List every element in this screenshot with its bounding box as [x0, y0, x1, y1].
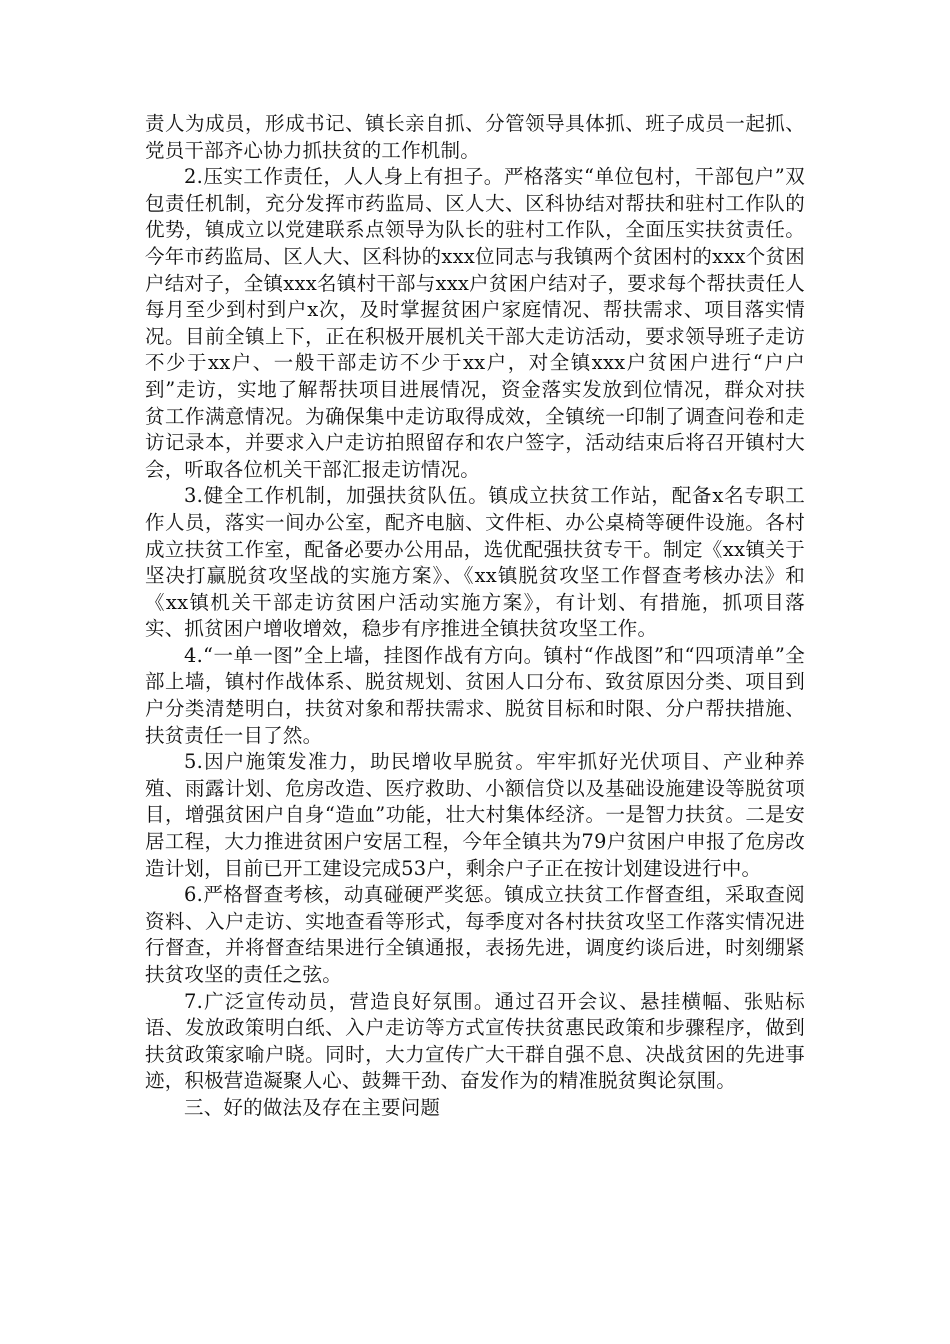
paragraph-item-6: 6.严格督查考核，动真碰硬严奖惩。镇成立扶贫工作督查组，采取查阅资料、入户走访、实地查看等形式，每季度对各村扶贫攻坚工作落实情况进行督查，并将督查结果进行全镇通报，表扬先进，调度约谈后进，时刻绷紧扶贫攻坚的责任之弦。: [145, 883, 805, 986]
paragraph-continuation: 责人为成员，形成书记、镇长亲自抓、分管领导具体抓、班子成员一起抓、党员干部齐心协力抓扶贫的工作机制。: [145, 112, 805, 162]
paragraph-item-3: 3.健全工作机制，加强扶贫队伍。镇成立扶贫工作站，配备x名专职工作人员，落实一间办公室，配齐电脑、文件柜、办公桌椅等硬件设施。各村成立扶贫工作室，配备必要办公用品，选优配强扶贫专干。制定《xx镇关于坚决打赢脱贫攻坚战的实施方案》、《xx镇脱贫攻坚工作督查考核办法》和《xx镇机关干部走访贫困户活动实施方案》，有计划、有措施，抓项目落实、抓贫困户增收增效，稳步有序推进全镇扶贫攻坚工作。: [145, 484, 805, 641]
paragraph-item-7: 7.广泛宣传动员，营造良好氛围。通过召开会议、悬挂横幅、张贴标语、发放政策明白纸、入户走访等方式宣传扶贫惠民政策和步骤程序，做到扶贫政策家喻户晓。同时，大力宣传广大干群自强不息、决战贫困的先进事迹，积极营造凝聚人心、鼓舞干劲、奋发作为的精准脱贫舆论氛围。: [145, 989, 805, 1093]
section-heading: 三、好的做法及存在主要问题: [184, 1095, 441, 1119]
paragraph-item-4: 4.“一单一图”全上墙，挂图作战有方向。镇村“作战图”和“四项清单”全部上墙，镇村作战体系、脱贫规划、贫困人口分布、致贫原因分类、项目到户分类清楚明白，扶贫对象和帮扶需求、脱贫目标和时限、分户帮扶措施、扶贫责任一目了然。: [145, 643, 805, 747]
document-body: [145, 111, 805, 1122]
paragraph-item-2: 2.压实工作责任，人人身上有担子。严格落实“单位包村，干部包户”双包责任机制，充分发挥市药监局、区人大、区科协结对帮扶和驻村工作队的优势，镇成立以党建联系点领导为队长的驻村工作队，全面压实扶贫责任。今年市药监局、区人大、区科协的xxx位同志与我镇两个贫困村的xxx个贫困户结对子，全镇xxx名镇村干部与xxx户贫困户结对子，要求每个帮扶责任人每月至少到村到户x次，及时掌握贫困户家庭情况、帮扶需求、项目落实情况。目前全镇上下，正在积极开展机关干部大走访活动，要求领导班子走访不少于xx户、一般干部走访不少于xx户，对全镇xxx户贫困户进行“户户到”走访，实地了解帮扶项目进展情况，资金落实发放到位情况，群众对扶贫工作满意情况。为确保集中走访取得成效，全镇统一印制了调查问卷和走访记录本，并要求入户走访拍照留存和农户签字，活动结束后将召开镇村大会，听取各位机关干部汇报走访情况。: [145, 165, 805, 481]
paragraph-item-5: 5.因户施策发准力，助民增收早脱贫。牢牢抓好光伏项目、产业种养殖、雨露计划、危房改造、医疗救助、小额信贷以及基础设施建设等脱贫项目，增强贫困户自身“造血”功能，壮大村集体经济。一是智力扶贫。二是安居工程，大力推进贫困户安居工程，今年全镇共为79户贫困户申报了危房改造计划，目前已开工建设完成53户，剩余户子正在按计划建设进行中。: [145, 750, 805, 880]
